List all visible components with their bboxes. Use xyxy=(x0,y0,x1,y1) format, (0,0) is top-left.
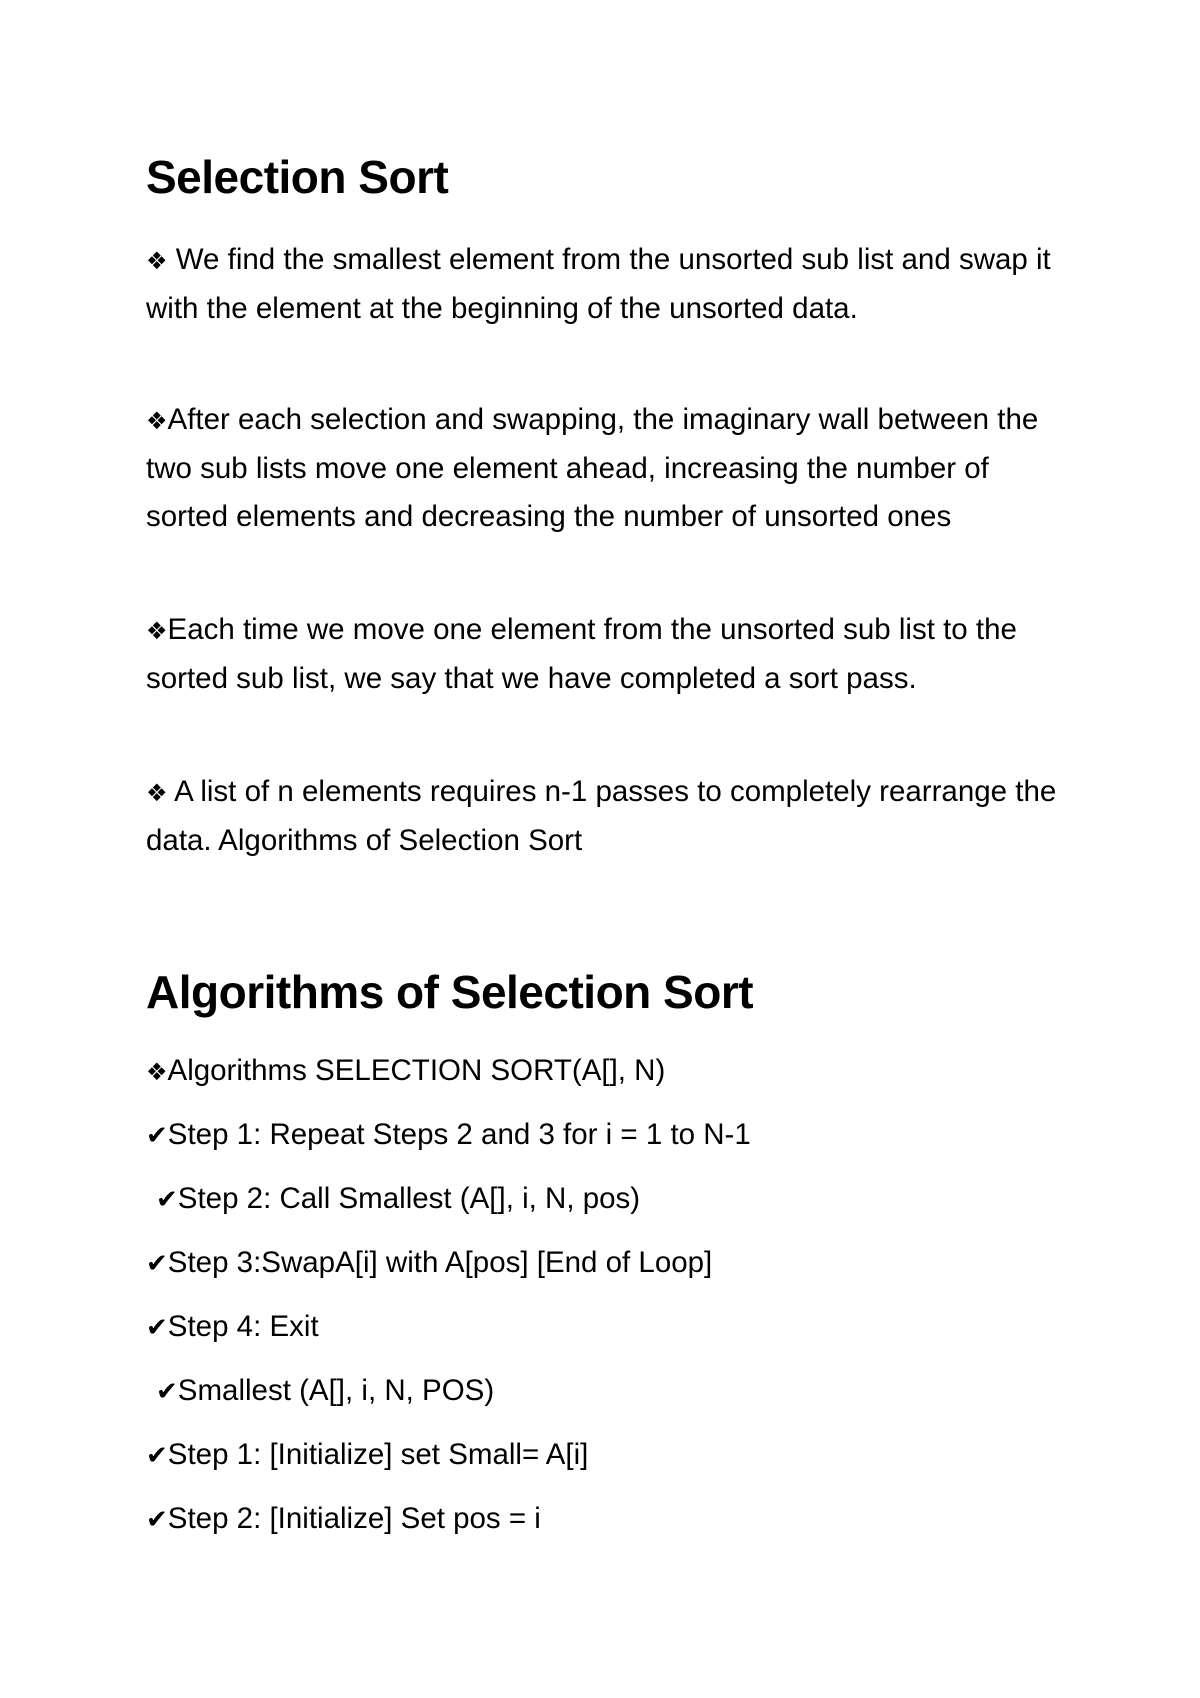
step-line xyxy=(156,1371,494,1412)
step-line xyxy=(146,1115,751,1156)
paragraph-text: We find the smallest element from the unsorted sub list and swap it with the element at the beginning of the unsorted data. xyxy=(146,243,1051,325)
step-line xyxy=(156,1179,640,1220)
step-line xyxy=(146,1499,541,1540)
bullet-paragraph xyxy=(146,606,1076,703)
checkmark-icon: ✔ xyxy=(146,1249,168,1279)
paragraph-text: After each selection and swapping, the imaginary wall between the two sub lists move one element ahead, increasing the number of sorted elements and decreasing the number of unsorted ones xyxy=(146,403,1039,533)
algorithm-header xyxy=(146,1051,665,1092)
paragraph-text: A list of n elements requires n-1 passes to completely rearrange the data. Algorithms of Selection Sort xyxy=(146,775,1057,857)
diamond-bullet-icon: ❖ xyxy=(146,1058,168,1086)
algorithm-header-text: Algorithms SELECTION SORT(A[], N) xyxy=(167,1054,666,1087)
step-line xyxy=(146,1435,588,1476)
page-title: Selection Sort xyxy=(146,151,449,203)
step-line xyxy=(146,1243,712,1284)
step-text: Step 2: [Initialize] Set pos = i xyxy=(167,1502,541,1535)
diamond-bullet-icon: ❖ xyxy=(146,407,168,435)
step-text: Step 4: Exit xyxy=(167,1310,319,1343)
bullet-paragraph xyxy=(146,768,1076,865)
checkmark-icon: ✔ xyxy=(156,1377,178,1407)
bullet-paragraph xyxy=(146,236,1076,333)
step-text: Smallest (A[], i, N, POS) xyxy=(177,1374,495,1407)
diamond-bullet-icon: ❖ xyxy=(146,617,168,645)
diamond-bullet-icon: ❖ xyxy=(146,779,168,807)
checkmark-icon: ✔ xyxy=(146,1313,168,1343)
diamond-bullet-icon: ❖ xyxy=(146,247,168,275)
checkmark-icon: ✔ xyxy=(146,1441,168,1471)
checkmark-icon: ✔ xyxy=(146,1505,168,1535)
step-line xyxy=(146,1307,319,1348)
section-heading: Algorithms of Selection Sort xyxy=(146,966,754,1018)
checkmark-icon: ✔ xyxy=(146,1121,168,1151)
step-text: Step 1: [Initialize] set Small= A[i] xyxy=(167,1438,589,1471)
step-text: Step 2: Call Smallest (A[], i, N, pos) xyxy=(177,1182,641,1215)
paragraph-text: Each time we move one element from the unsorted sub list to the sorted sub list, we say that we have completed a sort pass. xyxy=(146,613,1017,695)
step-text: Step 1: Repeat Steps 2 and 3 for i = 1 to N-1 xyxy=(167,1118,751,1151)
checkmark-icon: ✔ xyxy=(156,1185,178,1215)
step-text: Step 3:SwapA[i] with A[pos] [End of Loop] xyxy=(167,1246,713,1279)
bullet-paragraph xyxy=(146,396,1076,541)
